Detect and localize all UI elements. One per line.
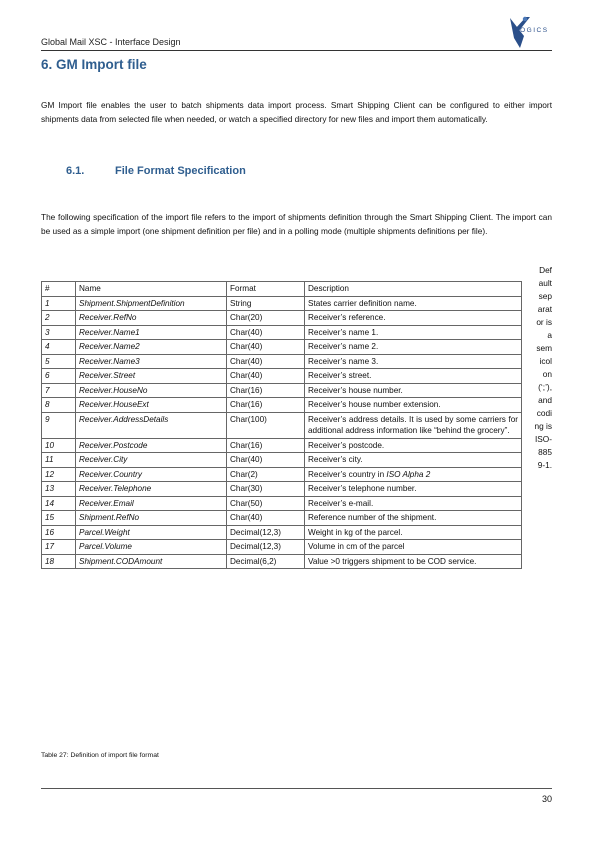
field-description: Receiver’s reference. [305, 311, 522, 326]
field-description: Receiver’s name 1. [305, 325, 522, 340]
side-note-line: 9-1. [537, 460, 552, 470]
field-name: Receiver.Name2 [76, 340, 227, 355]
row-number: 7 [42, 383, 76, 398]
table-row [42, 383, 522, 398]
subsection-text: The following specification of the import file refers to the import of shipments definition through the Smart Shipping Client. The import can be used as a simple import (one shipment definition per file) and in a polling mode (multiple shipments definitions per file). [41, 212, 552, 236]
table-row [42, 482, 522, 497]
field-name: Shipment.RefNo [76, 511, 227, 526]
table-row [42, 311, 522, 326]
side-note-line: ault [538, 278, 552, 288]
row-number: 12 [42, 467, 76, 482]
table-row [42, 525, 522, 540]
table-row [42, 438, 522, 453]
field-description: States carrier definition name. [305, 296, 522, 311]
row-number: 14 [42, 496, 76, 511]
row-number: 6 [42, 369, 76, 384]
field-name: Receiver.Name1 [76, 325, 227, 340]
field-format: Char(16) [227, 383, 305, 398]
field-description: Receiver’s address details. It is used by some carriers for additional address information like “behind the grocery”. [305, 412, 522, 438]
field-format: String [227, 296, 305, 311]
section-intro: GM Import file enables the user to batch shipments data import process. Smart Shipping Client can be configured to either import shipments data from selected file when needed, or watch a specified directory for new files and import them automatically. [41, 100, 552, 124]
field-description: Receiver’s postcode. [305, 438, 522, 453]
table-row [42, 554, 522, 569]
field-description: Receiver’s e-mail. [305, 496, 522, 511]
field-description: Volume in cm of the parcel [305, 540, 522, 555]
table-row [42, 540, 522, 555]
field-format: Char(16) [227, 438, 305, 453]
table-row [42, 467, 522, 482]
field-description: Receiver’s telephone number. [305, 482, 522, 497]
field-description: Receiver’s country in ISO Alpha 2 [305, 467, 522, 482]
table-row [42, 325, 522, 340]
field-name: Receiver.Country [76, 467, 227, 482]
row-number: 15 [42, 511, 76, 526]
side-note-line: arat [537, 304, 552, 314]
side-note-line: Def [539, 265, 552, 275]
row-number: 17 [42, 540, 76, 555]
table-row [42, 412, 522, 438]
field-name: Shipment.ShipmentDefinition [76, 296, 227, 311]
table-row [42, 511, 522, 526]
row-number: 8 [42, 398, 76, 413]
field-description: Receiver’s street. [305, 369, 522, 384]
table-row [42, 398, 522, 413]
field-description: Receiver’s house number extension. [305, 398, 522, 413]
row-number: 5 [42, 354, 76, 369]
table-row [42, 340, 522, 355]
subsection-number: 6.1. [66, 165, 85, 177]
side-note-line: a [547, 330, 552, 340]
table-caption: Table 27: Definition of import file format [41, 752, 159, 759]
logo-wordmark: LOGICS [515, 27, 549, 34]
document-header-title: Global Mail XSC - Interface Design [41, 37, 181, 47]
field-name: Parcel.Volume [76, 540, 227, 555]
field-format: Char(2) [227, 467, 305, 482]
field-format: Decimal(12,3) [227, 525, 305, 540]
field-description: Receiver’s city. [305, 453, 522, 468]
field-format: Char(40) [227, 340, 305, 355]
side-note-line: ISO- [534, 434, 552, 444]
row-number: 18 [42, 554, 76, 569]
subsection-heading [66, 165, 246, 177]
field-format: Char(40) [227, 453, 305, 468]
row-number: 11 [42, 453, 76, 468]
row-number: 2 [42, 311, 76, 326]
import-format-table [41, 281, 522, 569]
field-name: Receiver.Postcode [76, 438, 227, 453]
side-note-line: or is [536, 317, 552, 327]
row-number: 1 [42, 296, 76, 311]
column-header: # [42, 282, 76, 297]
field-name: Receiver.HouseExt [76, 398, 227, 413]
field-format: Char(40) [227, 354, 305, 369]
row-number: 10 [42, 438, 76, 453]
side-note-line: on [542, 369, 552, 379]
column-header: Format [227, 282, 305, 297]
field-description: Value >0 triggers shipment to be COD service. [305, 554, 522, 569]
side-note-line: sep [538, 291, 552, 301]
field-format: Char(20) [227, 311, 305, 326]
field-format: Char(40) [227, 511, 305, 526]
field-description: Receiver’s name 3. [305, 354, 522, 369]
footer-divider [41, 788, 552, 789]
field-name: Receiver.City [76, 453, 227, 468]
field-format: Decimal(12,3) [227, 540, 305, 555]
field-name: Receiver.Telephone [76, 482, 227, 497]
table-row [42, 369, 522, 384]
field-name: Parcel.Weight [76, 525, 227, 540]
field-description: Receiver’s house number. [305, 383, 522, 398]
field-format: Char(16) [227, 398, 305, 413]
row-number: 9 [42, 412, 76, 438]
row-number: 13 [42, 482, 76, 497]
side-note-line: (‘;’), [538, 382, 552, 392]
field-description: Receiver’s name 2. [305, 340, 522, 355]
side-note-line: icol [539, 356, 552, 366]
field-name: Shipment.CODAmount [76, 554, 227, 569]
side-note-line: and [538, 395, 552, 405]
table-header-row [42, 282, 522, 297]
row-number: 3 [42, 325, 76, 340]
table-row [42, 453, 522, 468]
side-note-line: ng is [534, 421, 552, 431]
section-title: 6. GM Import file [41, 57, 147, 72]
side-note-line: sem [536, 343, 552, 353]
field-description: Weight in kg of the parcel. [305, 525, 522, 540]
field-name: Receiver.Street [76, 369, 227, 384]
row-number: 16 [42, 525, 76, 540]
column-header: Name [76, 282, 227, 297]
field-name: Receiver.AddressDetails [76, 412, 227, 438]
field-name: Receiver.HouseNo [76, 383, 227, 398]
side-note-line: codi [536, 408, 552, 418]
table-row [42, 296, 522, 311]
field-format: Decimal(6,2) [227, 554, 305, 569]
subsection-title: File Format Specification [115, 165, 246, 177]
column-header: Description [305, 282, 522, 297]
field-description: Reference number of the shipment. [305, 511, 522, 526]
side-note-line: 885 [538, 447, 552, 457]
page-number: 30 [541, 794, 552, 804]
field-format: Char(50) [227, 496, 305, 511]
field-name: Receiver.Name3 [76, 354, 227, 369]
field-format: Char(30) [227, 482, 305, 497]
field-format: Char(40) [227, 325, 305, 340]
field-name: Receiver.Email [76, 496, 227, 511]
header-divider [41, 50, 552, 51]
table-row [42, 354, 522, 369]
table-row [42, 496, 522, 511]
side-note-separator [526, 264, 552, 472]
row-number: 4 [42, 340, 76, 355]
field-format: Char(100) [227, 412, 305, 438]
field-name: Receiver.RefNo [76, 311, 227, 326]
field-format: Char(40) [227, 369, 305, 384]
